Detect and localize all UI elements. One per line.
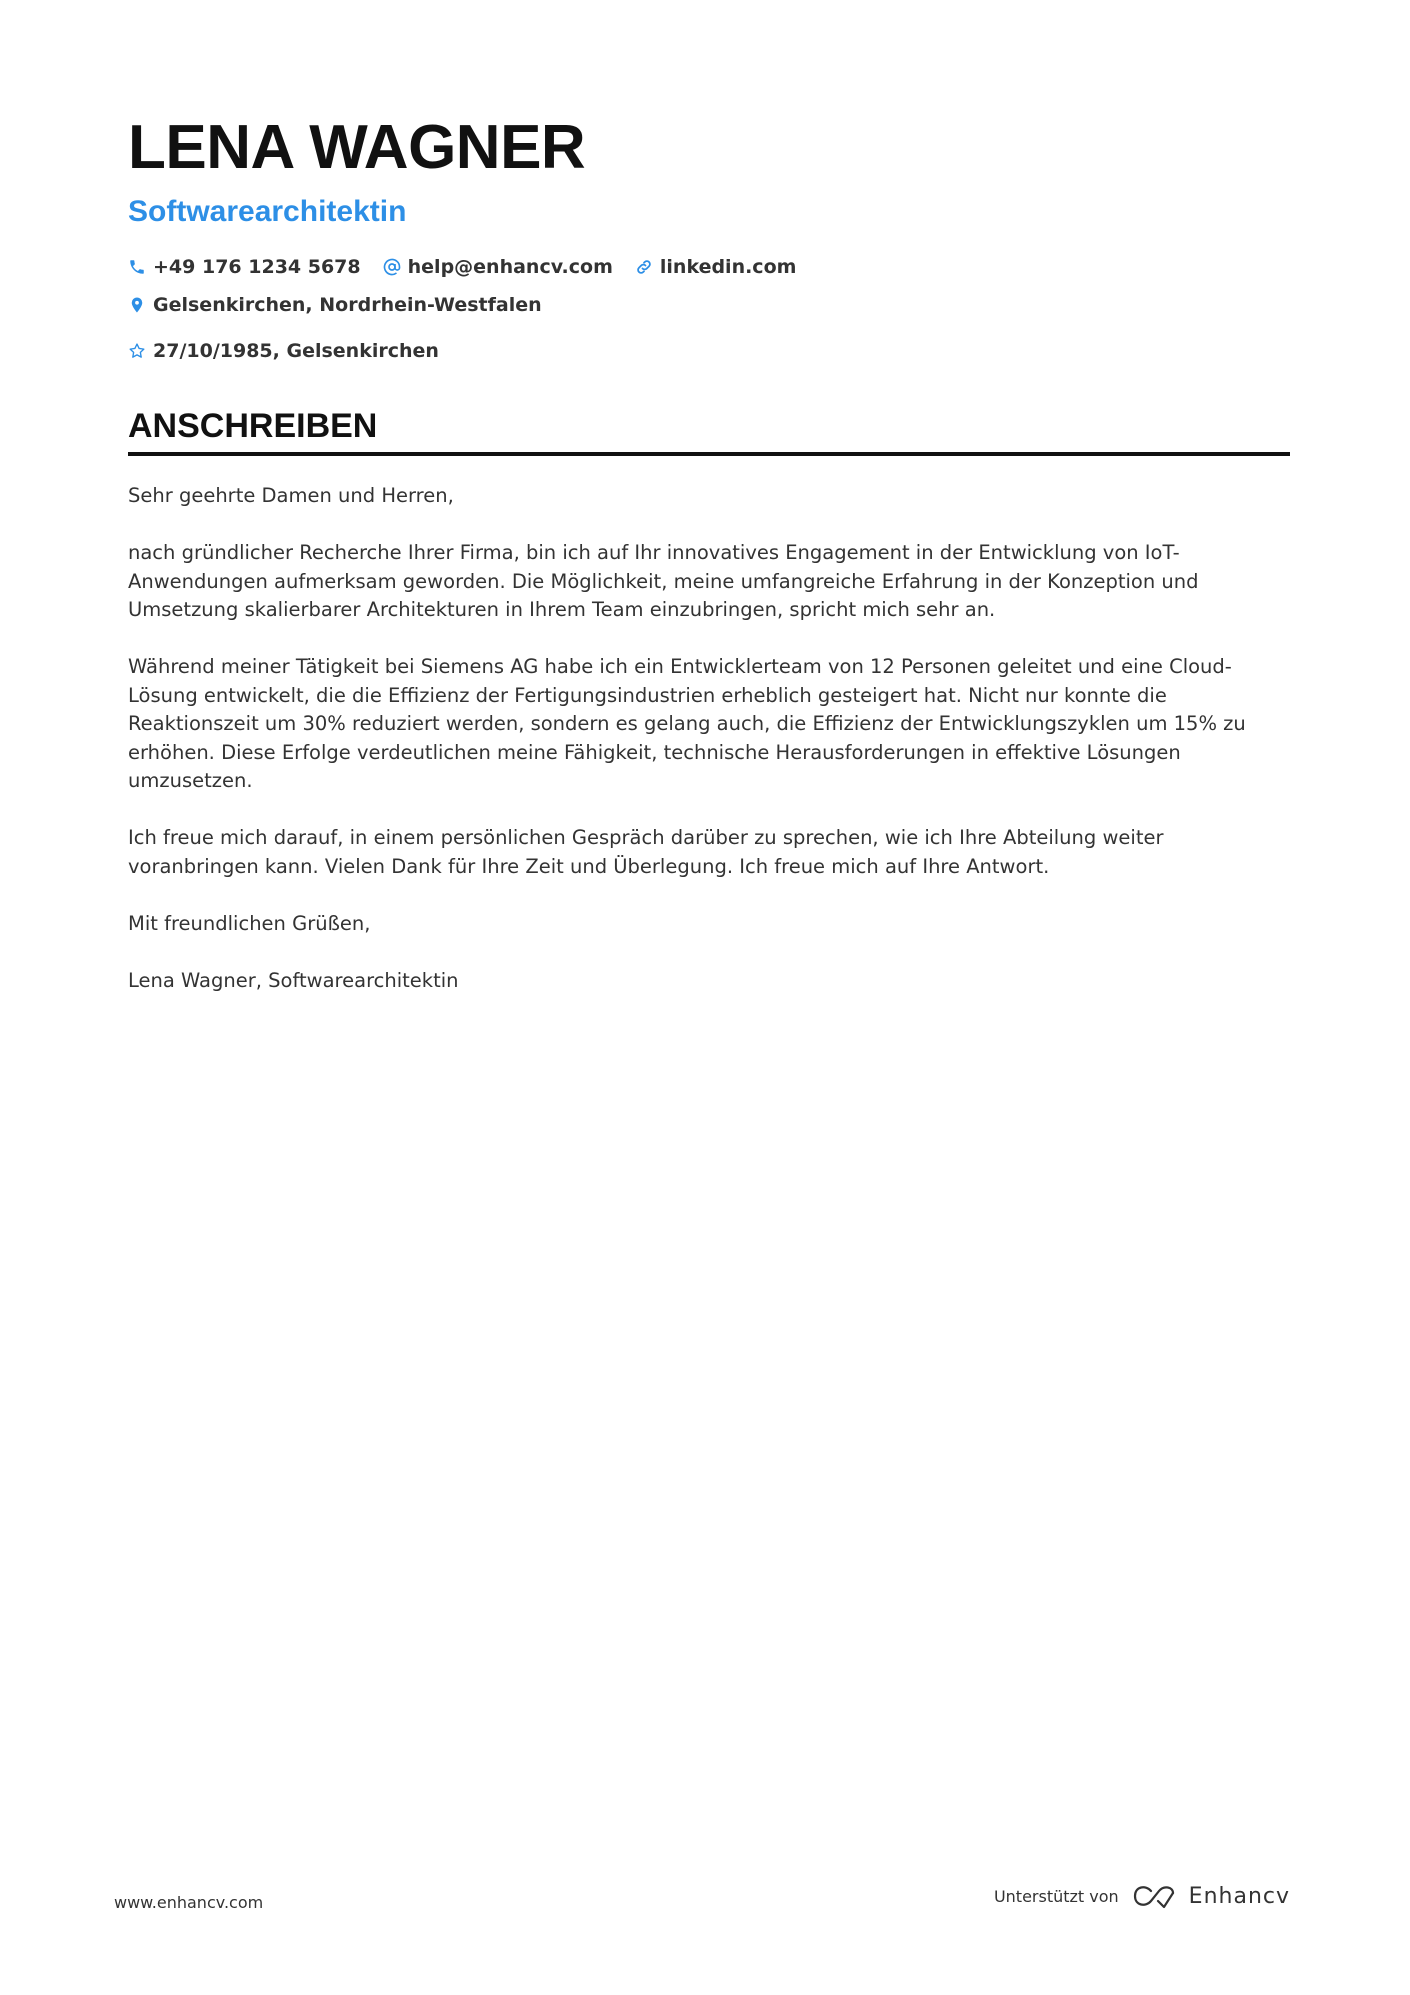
location-text: Gelsenkirchen, Nordrhein-Westfalen <box>153 294 542 316</box>
link-icon <box>635 258 653 276</box>
letter-closing: Mit freundlichen Grüßen, <box>128 911 371 935</box>
cover-letter-section <box>128 404 1290 1024</box>
powered-by-label: Unterstützt von <box>993 1886 1119 1906</box>
letter-signature: Lena Wagner, Softwarearchitektin <box>128 968 459 992</box>
section-divider <box>128 452 1290 456</box>
contact-birth <box>128 336 439 366</box>
brand-name: Enhancv <box>1188 1883 1290 1909</box>
birth-text: 27/10/1985, Gelsenkirchen <box>153 340 439 362</box>
candidate-name: LENA WAGNER <box>128 113 586 182</box>
contact-location <box>128 290 542 320</box>
location-pin-icon <box>128 296 146 314</box>
letter-body <box>128 482 1268 995</box>
letter-paragraph: Ich freue mich darauf, in einem persönlichen Gespräch darüber zu sprechen, wie ich Ihre Abteilung weiter voranbringen kann. Vielen Dank für Ihre Zeit und Überlegung. Ich freue mich auf Ihre Antwort. <box>128 826 1164 878</box>
footer-branding <box>994 1883 1290 1909</box>
letter-salutation: Sehr geehrte Damen und Herren, <box>128 484 454 507</box>
phone-icon <box>128 258 146 276</box>
letter-paragraph: nach gründlicher Recherche Ihrer Firma, bin ich auf Ihr innovatives Engagement in der Entwicklung von IoT-Anwendungen aufmerksam geworden. Die Möglichkeit, meine umfangreiche Erfahrung in der Konzeption und Umsetzung skalierbarer Architekturen in Ihrem Team einzubringen, spricht mich sehr an. <box>128 541 1199 621</box>
phone-text: +49 176 1234 5678 <box>153 256 361 278</box>
contact-linkedin[interactable] <box>635 252 797 282</box>
section-title: ANSCHREIBEN <box>128 407 378 445</box>
enhancv-logo-icon <box>1131 1883 1177 1909</box>
at-icon <box>383 258 401 276</box>
contact-info <box>128 252 1228 366</box>
resume-header <box>128 108 1288 366</box>
candidate-role: Softwarearchitektin <box>128 195 407 228</box>
star-icon <box>128 342 146 360</box>
contact-phone <box>128 252 361 282</box>
footer-website[interactable]: www.enhancv.com <box>114 1893 264 1912</box>
email-text[interactable]: help@enhancv.com <box>407 256 613 278</box>
linkedin-text[interactable]: linkedin.com <box>659 256 797 278</box>
letter-paragraph: Während meiner Tätigkeit bei Siemens AG habe ich ein Entwicklerteam von 12 Personen geleitet und eine Cloud-Lösung entwickelt, die die Effizienz der Fertigungsindustrien erheblich gesteigert hat. Nicht nur konnte die Reaktionszeit um 30% reduziert werden, sondern es gelang auch, die Effizienz der Entwicklungszyklen um 15% zu erhöhen. Diese Erfolge verdeutlichen meine Fähigkeit, technische Herausforderungen in effektive Lösungen umzusetzen. <box>128 655 1246 792</box>
contact-email[interactable] <box>383 252 613 282</box>
